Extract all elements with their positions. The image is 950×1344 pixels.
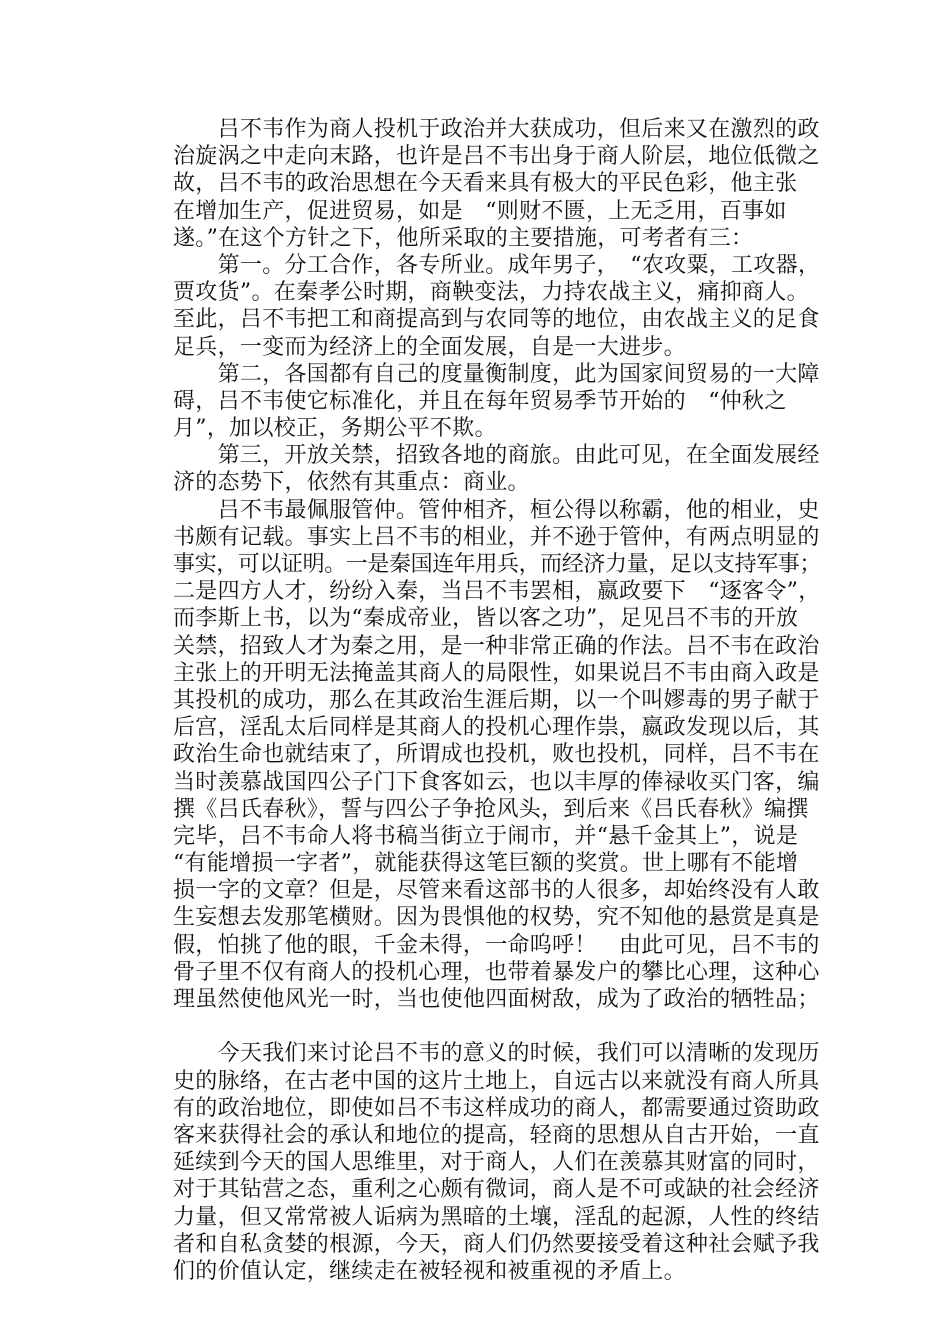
- text-line: 力量，但又常常被人诟病为黑暗的土壤，淫乱的起源，人性的终结: [173, 1204, 820, 1230]
- text-line: 吕不韦最佩服管仲。管仲相齐，桓公得以称霸，他的相业，史: [173, 497, 820, 523]
- text-line: 治旋涡之中走向末路，也许是吕不韦出身于商人阶层，地位低微之: [173, 144, 820, 170]
- text-line: 者和自私贪婪的根源，今天，商人们仍然要接受着这种社会赋予我: [173, 1231, 820, 1257]
- text-line: 吕不韦作为商人投机于政治并大获成功，但后来又在激烈的政: [173, 117, 820, 142]
- text-line: 政治生命也就结束了，所谓成也投机，败也投机，同样，吕不韦在: [173, 742, 820, 768]
- text-line: 足兵，一变而为经济上的全面发展，自是一大进步。: [173, 334, 686, 360]
- text-line: 第一。分工合作，各专所业。成年男子， “农攻粟，工攻器，: [173, 252, 821, 278]
- text-line: 书颇有记载。事实上吕不韦的相业，并不逊于管仲，有两点明显的: [173, 524, 820, 550]
- text-line: 后宫，淫乱太后同样是其商人的投机心理作祟，嬴政发现以后，其: [173, 715, 820, 741]
- text-line: 关禁，招致人才为秦之用，是一种非常正确的作法。吕不韦在政治: [173, 633, 820, 659]
- text-line: 济的态势下，依然有其重点：商业。: [173, 470, 530, 496]
- text-line: 骨子里不仅有商人的投机心理，也带着暴发户的攀比心理，这种心: [173, 959, 820, 985]
- text-line: 有的政治地位，即使如吕不韦这样成功的商人，都需要通过资助政: [173, 1095, 820, 1121]
- text-line: 主张上的开明无法掩盖其商人的局限性，如果说吕不韦由商入政是: [173, 660, 820, 686]
- text-line: 事实，可以证明。一是秦国连年用兵，而经济力量，足以支持军事；: [173, 552, 822, 577]
- text-line: 史的脉络，在古老中国的这片土地上，自远古以来就没有商人所具: [173, 1068, 820, 1094]
- text-line: 第二，各国都有自己的度量衡制度，此为国家间贸易的一大障: [173, 361, 820, 387]
- text-line: 生妄想去发那笔横财。因为畏惧他的权势，究不知他的悬赏是真是: [173, 905, 820, 931]
- text-line: 遂。”在这个方针之下，他所采取的主要措施，可考者有三：: [173, 225, 754, 251]
- text-line: 第三，开放关禁，招致各地的商旅。由此可见，在全面发展经: [173, 443, 820, 469]
- document-body: [173, 116, 823, 1285]
- text-line: 延续到今天的国人思维里，对于商人，人们在羡慕其财富的同时，: [173, 1150, 820, 1176]
- text-line: 损一字的文章？但是，尽管来看这部书的人很多，却始终没有人敢: [173, 878, 820, 904]
- text-line: 二是四方人才，纷纷入秦，当吕不韦罢相，嬴政要下 “逐客令”，: [173, 579, 821, 605]
- text-line: 们的价值认定，继续走在被轻视和被重视的矛盾上。: [173, 1258, 686, 1284]
- text-line: 至此，吕不韦把工和商提高到与农同等的地位，由农战主义的足食: [173, 307, 820, 333]
- text-line: 月”，加以校正，务期公平不欺。: [173, 416, 497, 442]
- text-line: 碍，吕不韦使它标准化，并且在每年贸易季节开始的 “仲秋之: [173, 388, 787, 414]
- text-line: 假，怕挑了他的眼，千金未得，一命呜呼！ 由此可见，吕不韦的: [173, 932, 820, 958]
- text-line: 完毕，吕不韦命人将书稿当街立于闹市，并“悬千金其上”，说是: [173, 823, 799, 849]
- text-line: 贾攻货”。在秦孝公时期，商鞅变法，力持农战主义，痛抑商人。: [173, 280, 809, 306]
- blank-line: [173, 1013, 823, 1040]
- text-line: 今天我们来讨论吕不韦的意义的时候，我们可以清晰的发现历: [173, 1041, 820, 1067]
- text-line: 其投机的成功，那么在其政治生涯后期，以一个叫嫪毒的男子献于: [173, 687, 820, 713]
- text-line: 在增加生产，促进贸易，如是 “则财不匮，上无乏用，百事如: [173, 198, 787, 224]
- text-line: 当时羡慕战国四公子门下食客如云，也以丰厚的俸禄收买门客，编: [173, 769, 820, 795]
- text-line: 理虽然使他风光一时，当也使他四面树敌，成为了政治的牺牲品；: [173, 987, 820, 1012]
- text-line: 撰《吕氏春秋》，誓与四公子争抢风头，到后来《吕氏春秋》编撰: [173, 796, 809, 822]
- text-line: 对于其钻营之态，重利之心颇有微词，商人是不可或缺的社会经济: [173, 1177, 820, 1203]
- text-line: 而李斯上书，以为“秦成帝业，皆以客之功”，足见吕不韦的开放: [173, 606, 799, 632]
- text-line: 故，吕不韦的政治思想在今天看来具有极大的平民色彩，他主张: [173, 171, 798, 197]
- text-line: 客来获得社会的承认和地位的提高，轻商的思想从自古开始，一直: [173, 1122, 820, 1148]
- text-line: “有能增损一字者”，就能获得这笔巨额的奖赏。世上哪有不能增: [173, 851, 799, 877]
